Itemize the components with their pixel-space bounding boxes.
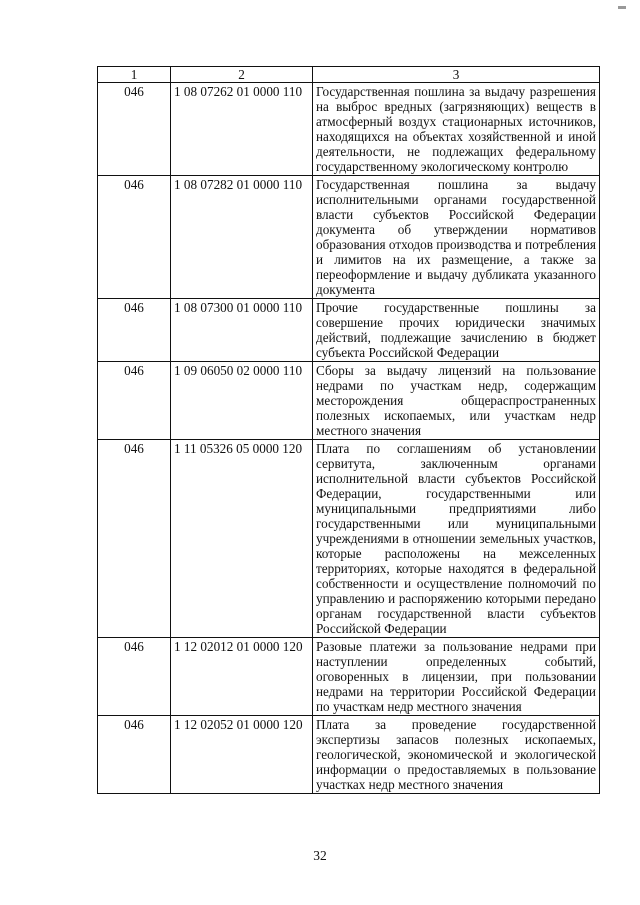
revenue-name-cell: Плата за проведение государственной экспертизы запасов полезных ископаемых, геологической, экономической и экологической информации о предоставляемых в пользование участках недр местного значения: [313, 716, 600, 794]
column-header-3: 3: [313, 67, 600, 83]
table-row: [98, 83, 600, 176]
admin-code-cell: 046: [98, 440, 171, 638]
kbk-code-cell: 1 08 07262 01 0000 110: [171, 83, 313, 176]
table-row: [98, 716, 600, 794]
revenue-name-cell: Государственная пошлина за выдачу исполнительными органами государственной власти субъектов Российской Федерации документа об утверждении нормативов образования отходов производства и потребления и лимитов на их размещение, а также за переоформление и выдачу дубликата указанного документа: [313, 176, 600, 299]
kbk-code-cell: 1 09 06050 02 0000 110: [171, 362, 313, 440]
admin-code-cell: 046: [98, 716, 171, 794]
table-row: [98, 362, 600, 440]
table-row: [98, 638, 600, 716]
admin-code-cell: 046: [98, 299, 171, 362]
revenue-name-cell: Прочие государственные пошлины за совершение прочих юридически значимых действий, подлежащие зачислению в бюджет субъекта Российской Федерации: [313, 299, 600, 362]
kbk-code-cell: 1 08 07282 01 0000 110: [171, 176, 313, 299]
revenue-name-cell: Разовые платежи за пользование недрами при наступлении определенных событий, оговоренных в лицензии, при пользовании недрами на территории Российской Федерации по участкам недр местного значения: [313, 638, 600, 716]
kbk-code-cell: 1 12 02012 01 0000 120: [171, 638, 313, 716]
column-header-2: 2: [171, 67, 313, 83]
revenue-name-cell: Государственная пошлина за выдачу разрешения на выброс вредных (загрязняющих) веществ в атмосферный воздух стационарных источников, находящихся на объектах хозяйственной и иной деятельности, не подлежащих федеральному государственному экологическому контролю: [313, 83, 600, 176]
table-header-row: [98, 67, 600, 83]
scan-corner-mark: [618, 6, 626, 9]
revenue-codes-table: [97, 66, 600, 794]
column-header-1: 1: [98, 67, 171, 83]
table-row: [98, 176, 600, 299]
table-row: [98, 440, 600, 638]
kbk-code-cell: 1 12 02052 01 0000 120: [171, 716, 313, 794]
revenue-name-cell: Плата по соглашениям об установлении сервитута, заключенным органами исполнительной власти субъектов Российской Федерации, государственными или муниципальными предприятиями либо государственными или муниципальными учреждениями в отношении земельных участков, которые расположены на межселенных территориях, которые находятся в федеральной собственности и осуществление полномочий по управлению и распоряжению которыми передано органам государственной власти субъектов Российской Федерации: [313, 440, 600, 638]
admin-code-cell: 046: [98, 83, 171, 176]
admin-code-cell: 046: [98, 638, 171, 716]
admin-code-cell: 046: [98, 176, 171, 299]
revenue-name-cell: Сборы за выдачу лицензий на пользование недрами по участкам недр, содержащим месторождения общераспространенных полезных ископаемых, или участкам недр местного значения: [313, 362, 600, 440]
table-row: [98, 299, 600, 362]
kbk-code-cell: 1 08 07300 01 0000 110: [171, 299, 313, 362]
page-number: 32: [313, 848, 327, 863]
kbk-code-cell: 1 11 05326 05 0000 120: [171, 440, 313, 638]
admin-code-cell: 046: [98, 362, 171, 440]
